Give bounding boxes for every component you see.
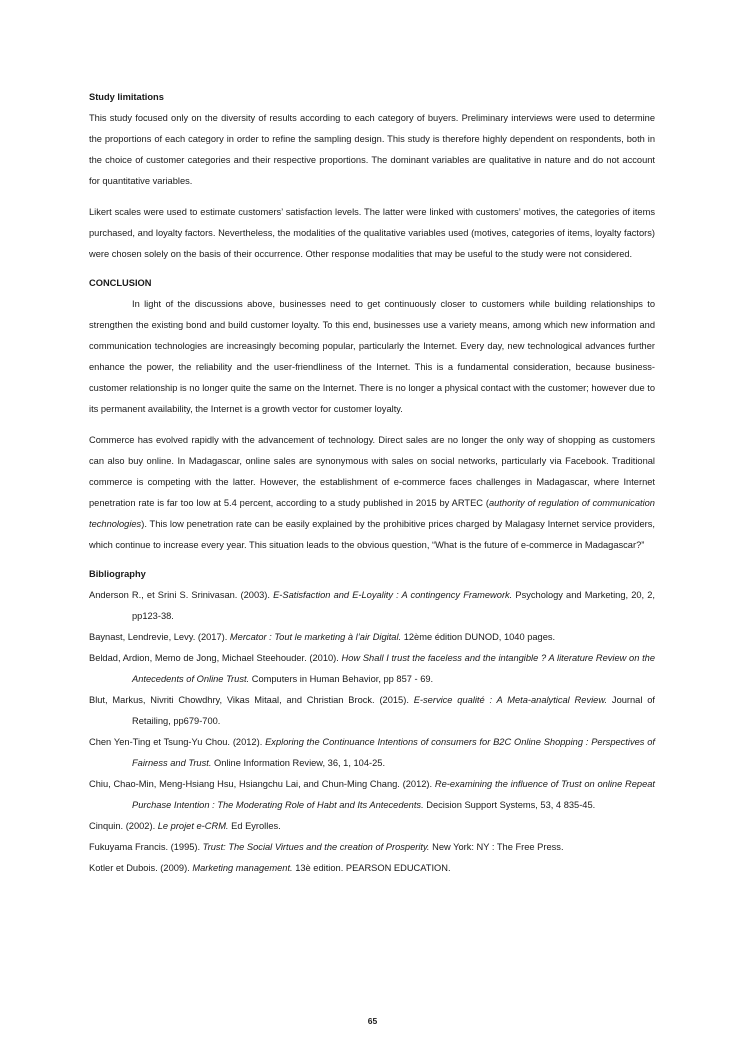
bib-entry-authors: Blut, Markus, Nivriti Chowdhry, Vikas Mitaal, and Christian Brock. (2015). [89,695,414,705]
bib-entry-title: Mercator : Tout le marketing à l’air Digital. [229,632,402,642]
bib-entry-source: Online Information Review, 36, 1, 104-25. [211,758,386,768]
bibliography-entry [89,816,655,837]
bib-entry-authors: Beldad, Ardion, Memo de Jong, Michael Steehouder. (2010). [89,653,342,663]
bib-entry-authors: Chen Yen-Ting et Tsung-Yu Chou. (2012). [89,737,266,747]
bibliography-entry [89,732,655,774]
bib-entry-source: New York: NY : The Free Press. [429,842,564,852]
study-limitations-paragraph-1: This study focused only on the diversity of results according to each category of buyers. Preliminary interviews were used to determine the proportions of each category in order to refine the sampling design. This study is therefore highly dependent on respondents, both in the choice of customer categories and their respective proportions. The dominant variables are qualitative in nature and do not account for quantitative variables. [89,113,655,186]
conclusion-p2-text-a: Commerce has evolved rapidly with the advancement of technology. Direct sales are no longer the only way of shopping as customers can also buy online. In Madagascar, online sales are synonymous with sales on social networks, particularly via Facebook. Traditional commerce is competing with the latter. However, the establishment of e-commerce faces challenges in Madagascar, where Internet penetration rate is far too low at 5.4 percent, according to a study published in 2015 by ARTEC ( [89,435,655,508]
bibliography-entry [89,690,655,732]
bibliography-heading: Bibliography [89,569,146,579]
bib-entry-source: Decision Support Systems, 53, 4 835-45. [423,800,596,810]
bib-entry-source: Computers in Human Behavior, pp 857 - 69. [249,674,434,684]
page-content [89,89,655,879]
bib-entry-title: Exploring the Continuance Intentions of consumers for B2C Online Shopping : Perspectives of Fairness and Trust. [132,737,655,768]
study-limitations-heading: Study limitations [89,92,164,102]
conclusion-paragraph-1: In light of the discussions above, businesses need to get continuously closer to customers while building relationships to strengthen the existing bond and build customer loyalty. To this end, businesses use a variety means, among which new information and communication technologies are increasingly becoming popular, particularly the Internet. Every day, new technological advances further enhance the power, the reliability and the user-friendliness of the Internet. This is a fundamental consideration, because business-customer relationship is no longer quite the same on the Internet. There is no longer a physical contact with the customer; however due to its permanent availability, the Internet is a growth vector for customer loyalty. [89,299,655,414]
bib-entry-authors: Anderson R., et Srini S. Srinivasan. (2003). [89,590,274,600]
bib-entry-authors: Kotler et Dubois. (2009). [89,863,193,873]
bibliography-entry [89,627,655,648]
conclusion-p2-italic: authority of regulation of communication technologies [89,498,655,529]
bibliography-entry [89,858,655,879]
bib-entry-title: Marketing management. [192,863,293,873]
bib-entry-source: Journal of Retailing, pp679-700. [132,695,655,726]
bib-entry-source: 13è edition. PEARSON EDUCATION. [292,863,451,873]
bibliography-entry [89,648,655,690]
bib-entry-source: Ed Eyrolles. [228,821,281,831]
bib-entry-authors: Fukuyama Francis. (1995). [89,842,203,852]
study-limitations-paragraph-2: Likert scales were used to estimate customers’ satisfaction levels. The latter were linked with customers’ motives, the categories of items purchased, and loyalty factors. Nevertheless, the modalities of the qualitative variables used (motives, categories of items, loyalty factors) were chosen solely on the basis of their occurrence. Other response modalities that may be useful to the study were not considered. [89,207,655,259]
conclusion-paragraph-2 [89,430,655,556]
bibliography-entry [89,585,655,627]
conclusion-heading: CONCLUSION [89,278,152,288]
bib-entry-authors: Chiu, Chao-Min, Meng-Hsiang Hsu, Hsiangchu Lai, and Chun-Ming Chang. (2012). [89,779,435,789]
bib-entry-source: 12ème édition DUNOD, 1040 pages. [401,632,556,642]
bib-entry-title: How Shall I trust the faceless and the intangible ? A literature Review on the Antecedents of Online Trust. [132,653,656,684]
bib-entry-title: E-Satisfaction and E-Loyality : A contingency Framework. [273,590,513,600]
bib-entry-title: E-service qualité : A Meta-analytical Review. [413,695,608,705]
conclusion-p2-text-b: ). This low penetration rate can be easily explained by the prohibitive prices charged by Malagasy Internet service providers, which continue to increase every year. This situation leads to the obvious question, “What is the future of e-commerce in Madagascar?” [89,519,655,550]
bibliography-entry [89,837,655,858]
page-number: 65 [367,1016,378,1026]
bib-entry-source: Psychology and Marketing, 20, 2, pp123-38. [132,590,656,621]
bib-entry-title: Re-examining the influence of Trust on online Repeat Purchase Intention : The Moderating Role of Habt and Its Antecedents. [132,779,655,810]
bib-entry-authors: Cinquin. (2002). [89,821,158,831]
bib-entry-title: Trust: The Social Virtues and the creation of Prosperity. [202,842,430,852]
bib-entry-authors: Baynast, Lendrevie, Levy. (2017). [89,632,230,642]
bibliography-entry [89,774,655,816]
bib-entry-title: Le projet e-CRM. [157,821,229,831]
